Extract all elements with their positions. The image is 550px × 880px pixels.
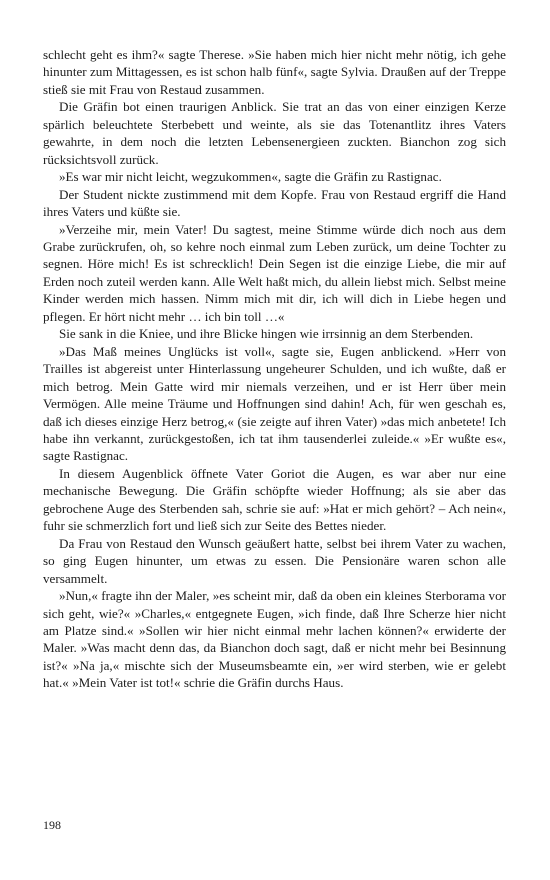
paragraph: »Verzeihe mir, mein Vater! Du sagtest, meine Stimme würde dich noch aus dem Grabe zurückrufen, oh, so kehre noch einmal zum Leben zurück, um deine Tochter zu segnen. Höre mich! Es ist schrecklich! Dein Segen ist die einzige Liebe, die mir auf Erden noch zuteil werden kann. Alle Welt haßt mich, du allein liebst mich. Selbst meine Kinder werden mich hassen. Nimm mich mit dir, ich will dich in Liebe hegen und pflegen. Er hört nicht mehr … ich bin toll …« xyxy=(43,221,506,324)
paragraph: In diesem Augenblick öffnete Vater Goriot die Augen, es war aber nur eine mechanische Bewegung. Die Gräfin schöpfte wieder Hoffnung; als sie aber das gebrochene Auge des Sterbenden sah, schrie sie auf: »Hat er mich gehört? – Ach nein«, fuhr sie schmerzlich fort und ließ sich zur Seite des Bettes nieder. xyxy=(43,465,506,534)
paragraph: »Das Maß meines Unglücks ist voll«, sagte sie, Eugen anblickend. »Herr von Trailles ist abgereist unter Hinterlassung ungeheurer Schulden, und ich wußte, daß er mich betrog. Mein Gatte wird mir niemals verzeihen, und er ist Herr über mein Vermögen. Alle meine Träume und Hoffnungen sind dahin! Ach, für wen geschah es, daß ich dieses einzige Herz betrog,« (sie zeigte auf ihren Vater) »das mich anbetete! Ich habe ihn verkannt, zurückgestoßen, ich tat ihm tausenderlei zuleide.« »Er wußte es«, sagte Rastignac. xyxy=(43,343,506,464)
paragraph: Sie sank in die Kniee, und ihre Blicke hingen wie irrsinnig an dem Sterbenden. xyxy=(59,326,474,342)
paragraph: »Es war mir nicht leicht, wegzukommen«, sagte die Gräfin zu Rastignac. xyxy=(59,169,442,185)
book-page-text xyxy=(43,46,506,692)
paragraph: Da Frau von Restaud den Wunsch geäußert hatte, selbst bei ihrem Vater zu wachen, so ging Eugen hinunter, um etwas zu essen. Die Pensionäre waren schon alle versammelt. xyxy=(43,535,506,586)
page-number: 198 xyxy=(43,818,61,832)
paragraph-continuation: schlecht geht es ihm?« sagte Therese. »Sie haben mich hier nicht mehr nötig, ich gehe hinunter zum Mittagessen, es ist schon halb fünf«, sagte Sylvia. Draußen auf der Treppe stieß sie mit Frau von Restaud zusammen. xyxy=(43,47,506,97)
paragraph: Die Gräfin bot einen traurigen Anblick. Sie trat an das von einer einzigen Kerze spärlich beleuchtete Sterbebett und weinte, als sie das Totenantlitz ihres Vaters gewahrte, in dem noch die letzten Lebensenergieen zuckten. Bianchon zog sich rücksichtsvoll zurück. xyxy=(43,99,506,167)
paragraph: »Nun,« fragte ihn der Maler, »es scheint mir, daß da oben ein kleines Sterborama vor sich geht, wie?« »Charles,« entgegnete Eugen, »ich finde, daß Ihre Scherze hier nicht am Platze sind.« »Sollen wir hier nicht einmal mehr lachen können?« erwiderte der Maler. »Was macht denn das, da Bianchon doch sagt, daß er nicht mehr bei Besinnung ist?« »Na ja,« mischte sich der Museumsbeamte ein, »er wird sterben, wie er gelebt hat.« »Mein Vater ist tot!« schrie die Gräfin durchs Haus. xyxy=(43,588,506,691)
paragraph: Der Student nickte zustimmend mit dem Kopfe. Frau von Restaud ergriff die Hand ihres Vaters und küßte sie. xyxy=(43,186,506,220)
